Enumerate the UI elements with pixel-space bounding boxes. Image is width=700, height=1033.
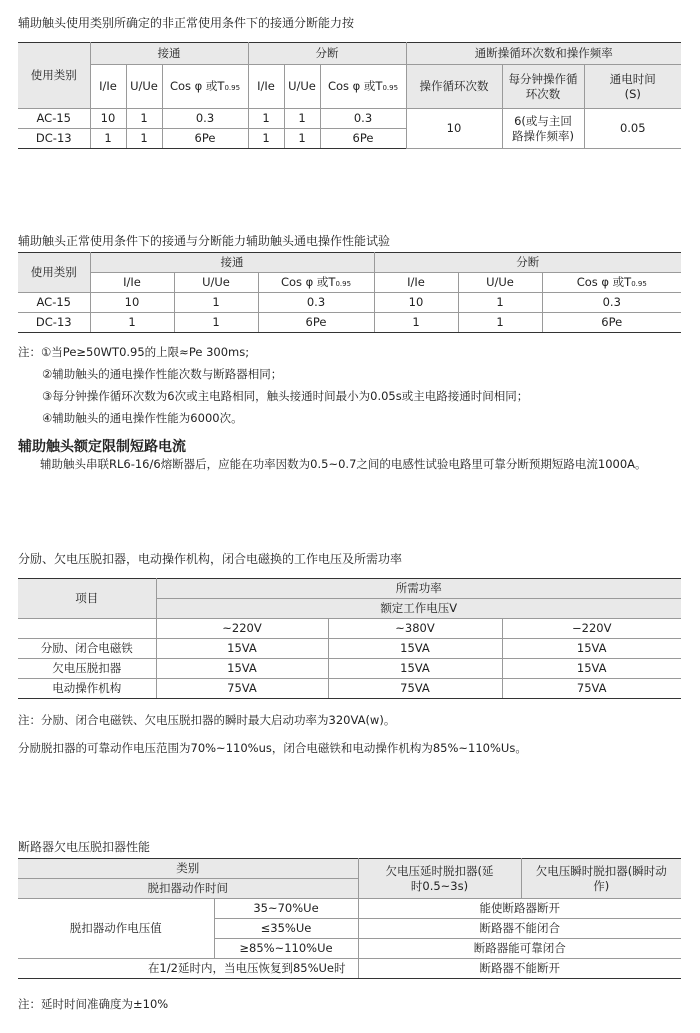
table-make-break-abnormal [18, 42, 681, 149]
header-action-time: 脱扣器动作时间 [18, 879, 358, 899]
table-row [18, 899, 681, 919]
table-row [18, 313, 681, 333]
cell-value: 1 [458, 313, 542, 333]
cell-value: 0.3 [258, 293, 374, 313]
section2-title: 辅助触头正常使用条件下的接通与分断能力辅助触头通电操作性能试验 [18, 234, 391, 248]
header-required-power: 所需功率 [156, 579, 681, 599]
cell-category: AC-15 [18, 293, 90, 313]
cell-value: 0.3 [320, 109, 406, 129]
cell-value: 75VA [156, 679, 328, 699]
header-category: 使用类别 [18, 43, 90, 109]
cell-condition: 35~70%Ue [214, 899, 358, 919]
cell-value: 1 [248, 129, 284, 149]
cell-value: 10 [374, 293, 458, 313]
cell-value: 75VA [502, 679, 681, 699]
cell-empty [18, 619, 156, 639]
header-voltage-col: ~220V [156, 619, 328, 639]
cell-item: 电动操作机构 [18, 679, 156, 699]
header-make-ie: I/Ie [90, 65, 126, 109]
cell-value: 1 [90, 129, 126, 149]
cell-item: 分励、闭合电磁铁 [18, 639, 156, 659]
note-line: ②辅助触头的通电操作性能次数与断路器相同； [42, 367, 283, 381]
header-rated-voltage: 额定工作电压V [156, 599, 681, 619]
header-break-ue: U/Ue [458, 273, 542, 293]
table-row [18, 293, 681, 313]
table-working-voltage-power [18, 578, 681, 699]
cell-energize-time: 0.05 [584, 109, 681, 149]
cell-value: 6Pe [320, 129, 406, 149]
cell-row-label: 脱扣器动作电压值 [18, 899, 214, 959]
header-break-ue: U/Ue [284, 65, 320, 109]
header-make-cos: Cos φ 或T0.95 [162, 65, 248, 109]
cell-value: 6Pe [258, 313, 374, 333]
cell-value: 15VA [502, 639, 681, 659]
cell-value: 6Pe [542, 313, 681, 333]
section5-title: 断路器欠电压脱扣器性能 [18, 840, 151, 854]
cell-value: 6Pe [162, 129, 248, 149]
cell-condition: ≤35%Ue [214, 919, 358, 939]
header-break-ie: I/Ie [374, 273, 458, 293]
section4-title: 分励、欠电压脱扣器，电动操作机构，闭合电磁换的工作电压及所需功率 [18, 552, 403, 566]
header-break: 分断 [374, 253, 681, 273]
table-make-break-normal [18, 252, 681, 333]
table-row [18, 639, 681, 659]
cell-result: 断路器不能断开 [358, 959, 681, 979]
cell-category: DC-13 [18, 129, 90, 149]
header-per-minute: 每分钟操作循环次数 [502, 65, 584, 109]
cell-value: 1 [174, 313, 258, 333]
header-energize-time: 通电时间(S) [584, 65, 681, 109]
cell-value: 1 [90, 313, 174, 333]
header-make: 接通 [90, 253, 374, 273]
section3-title: 辅助触头额定限制短路电流 [18, 439, 186, 455]
cell-value: 1 [248, 109, 284, 129]
cell-value: 1 [458, 293, 542, 313]
table-row [18, 679, 681, 699]
section1-title: 辅助触头使用类别所确定的非正常使用条件下的接通分断能力按 [18, 16, 355, 30]
cell-value: 0.3 [162, 109, 248, 129]
header-voltage-col: −220V [502, 619, 681, 639]
cell-value: 75VA [328, 679, 502, 699]
cell-value: 10 [90, 109, 126, 129]
note-line: ④辅助触头的通电操作性能为6000次。 [42, 411, 243, 425]
header-category: 使用类别 [18, 253, 90, 293]
cell-cycles: 10 [406, 109, 502, 149]
header-make-ue: U/Ue [174, 273, 258, 293]
header-cycles: 操作循环次数 [406, 65, 502, 109]
table-row [18, 959, 681, 979]
cell-value: 1 [284, 109, 320, 129]
header-break-ie: I/Ie [248, 65, 284, 109]
cell-value: 1 [174, 293, 258, 313]
header-break-cos: Cos φ 或T0.95 [542, 273, 681, 293]
table-row [18, 109, 681, 129]
header-break: 分断 [248, 43, 406, 65]
cell-value: 15VA [156, 659, 328, 679]
cell-value: 15VA [502, 659, 681, 679]
header-voltage-col: ~380V [328, 619, 502, 639]
cell-value: 1 [126, 109, 162, 129]
cell-value: 15VA [328, 639, 502, 659]
note-line: 分励脱扣器的可靠动作电压范围为70%~110%us，闭合电磁铁和电动操作机构为85%~110%Us。 [18, 741, 527, 755]
cell-category: DC-13 [18, 313, 90, 333]
cell-per-minute: 6(或与主回路操作频率) [502, 109, 584, 149]
note-line: ③每分钟操作循环次数为6次或主电路相同，触头接通时间最小为0.05s或主电路接通时间相同； [42, 389, 529, 403]
header-make: 接通 [90, 43, 248, 65]
cell-value: 1 [284, 129, 320, 149]
table-undervoltage-release [18, 858, 681, 979]
cell-condition: 在1/2延时内，当电压恢复到85%Ue时 [18, 959, 358, 979]
note-line: 注：①当Pe≥50WT0.95的上限≈Pe 300ms; [18, 345, 250, 359]
header-delay-release: 欠电压延时脱扣器(延时0.5~3s) [358, 859, 521, 899]
header-make-cos: Cos φ 或T0.95 [258, 273, 374, 293]
header-category: 类别 [18, 859, 358, 879]
cell-value: 0.3 [542, 293, 681, 313]
header-break-cos: Cos φ 或T0.95 [320, 65, 406, 109]
note-line: 注：延时时间准确度为±10% [18, 997, 169, 1011]
header-item: 项目 [18, 579, 156, 619]
cell-value: 1 [374, 313, 458, 333]
header-instant-release: 欠电压瞬时脱扣器(瞬时动作) [521, 859, 681, 899]
note-line: 注：分励、闭合电磁铁、欠电压脱扣器的瞬时最大启动功率为320VA(w)。 [18, 713, 396, 727]
table-row [18, 659, 681, 679]
cell-result: 能使断路器断开 [358, 899, 681, 919]
cell-value: 15VA [156, 639, 328, 659]
header-make-ue: U/Ue [126, 65, 162, 109]
cell-category: AC-15 [18, 109, 90, 129]
cell-value: 1 [126, 129, 162, 149]
cell-result: 断路器不能闭合 [358, 919, 681, 939]
cell-condition: ≥85%~110%Ue [214, 939, 358, 959]
cell-value: 10 [90, 293, 174, 313]
header-operations: 通断操循环次数和操作频率 [406, 43, 681, 65]
cell-value: 15VA [328, 659, 502, 679]
cell-result: 断路器能可靠闭合 [358, 939, 681, 959]
section3-text: 辅助触头串联RL6-16/6熔断器后，应能在功率因数为0.5~0.7之间的电感性试验电路里可靠分断预期短路电流1000A。 [40, 457, 647, 471]
cell-item: 欠电压脱扣器 [18, 659, 156, 679]
header-make-ie: I/Ie [90, 273, 174, 293]
